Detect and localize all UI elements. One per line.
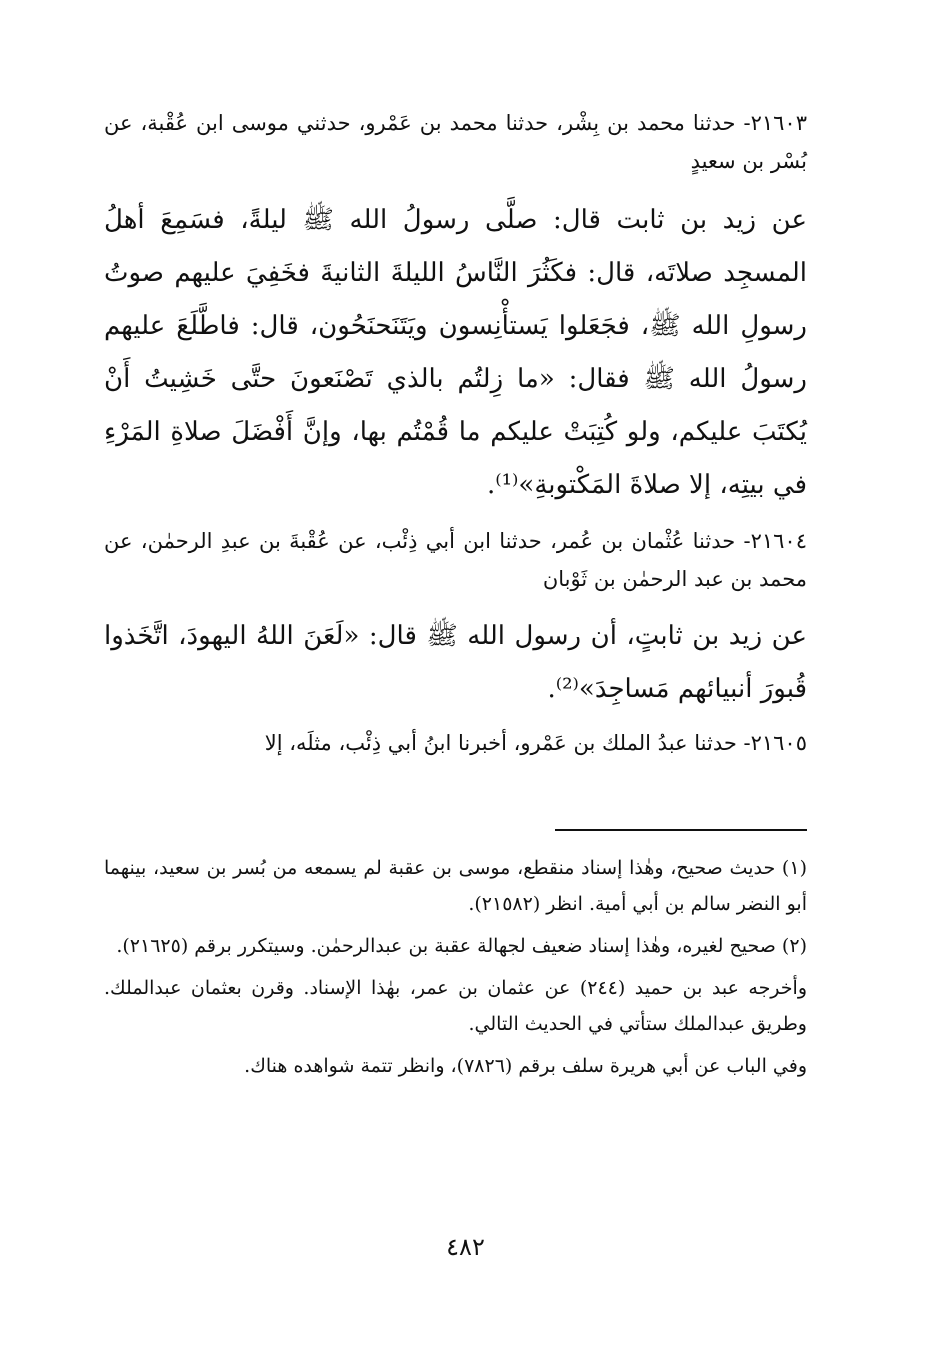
footnote-2-continued: وأخرجه عبد بن حميد (٢٤٤) عن عثمان بن عمر، بهٰذا الإسناد. وقرن بعثمان عبدالملك. وطريق عبدالملك ستأتي في الحديث التالي. <box>104 977 807 1035</box>
footnote-1: (١) حديث صحيح، وهٰذا إسناد منقطع، موسى بن عقبة لم يسمعه من بُسر بن سعيد، بينهما أبو النضر سالم بن أبي أمية. انظر (٢١٥٨٢). <box>104 857 807 915</box>
hadith-21603-isnad: ٢١٦٠٣- حدثنا محمد بن بِشْر، حدثنا محمد بن عَمْرو، حدثني موسى ابن عُقْبة، عن بُسْر بن سعيدٍ <box>104 111 807 173</box>
footnotes <box>104 850 807 1090</box>
hadith-21604-isnad: ٢١٦٠٤- حدثنا عُثْمان بن عُمر، حدثنا ابن أبي ذِئْب، عن عُقْبةَ بن عبدِ الرحمٰن، عن محمد بن عبد الرحمٰن بن ثَوْبان <box>104 529 807 591</box>
hadith-21603-matn: عن زيد بن ثابت قال: صلَّى رسولُ الله ﷺ ليلةً، فسَمِعَ أهلُ المسجِد صلاتَه، قال: فكَثُرَ النَّاسُ الليلةَ الثانيةَ فخَفِيَ عليهم صوتُ رسولِ الله ﷺ، فجَعَلوا يَستأْنِسون ويَتَنَحنَحُون، قال: فاطَّلَعَ عليهم رسولُ الله ﷺ فقال: «ما زِلتُم بالذي تَصْنَعونَ حتَّى خَشِيتُ أَنْ يُكتَبَ عليكم، ولو كُتِبَتْ عليكم ما قُمْتُم بها، وإنَّ أَفْضَلَ صلاةِ المَرْءِ في بيتِه، إلا صلاةَ المَكْتوبةِ»⁽¹⁾. <box>104 205 807 500</box>
footnote-divider <box>555 829 807 831</box>
main-text <box>104 104 807 762</box>
footnote-2-witnesses: وفي الباب عن أبي هريرة سلف برقم (٧٨٢٦)، وانظر تتمة شواهده هناك. <box>244 1055 807 1077</box>
hadith-21605-isnad: ٢١٦٠٥- حدثنا عبدُ الملك بن عَمْرو، أخبرنا ابنُ أبي ذِئْب، مثلَه، إلا <box>264 731 807 755</box>
hadith-21604-matn: عن زيد بن ثابتٍ، أن رسول الله ﷺ قال: «لَعَنَ اللهُ اليهودَ، اتَّخَذوا قُبورَ أنبيائهم مَساجِدَ»⁽²⁾. <box>104 621 807 704</box>
footnote-2: (٢) صحيح لغيره، وهٰذا إسناد ضعيف لجهالة عقبة بن عبدالرحمٰن. وسيتكرر برقم (٢١٦٢٥). <box>116 935 807 957</box>
page-number: ٤٨٢ <box>446 1233 485 1261</box>
